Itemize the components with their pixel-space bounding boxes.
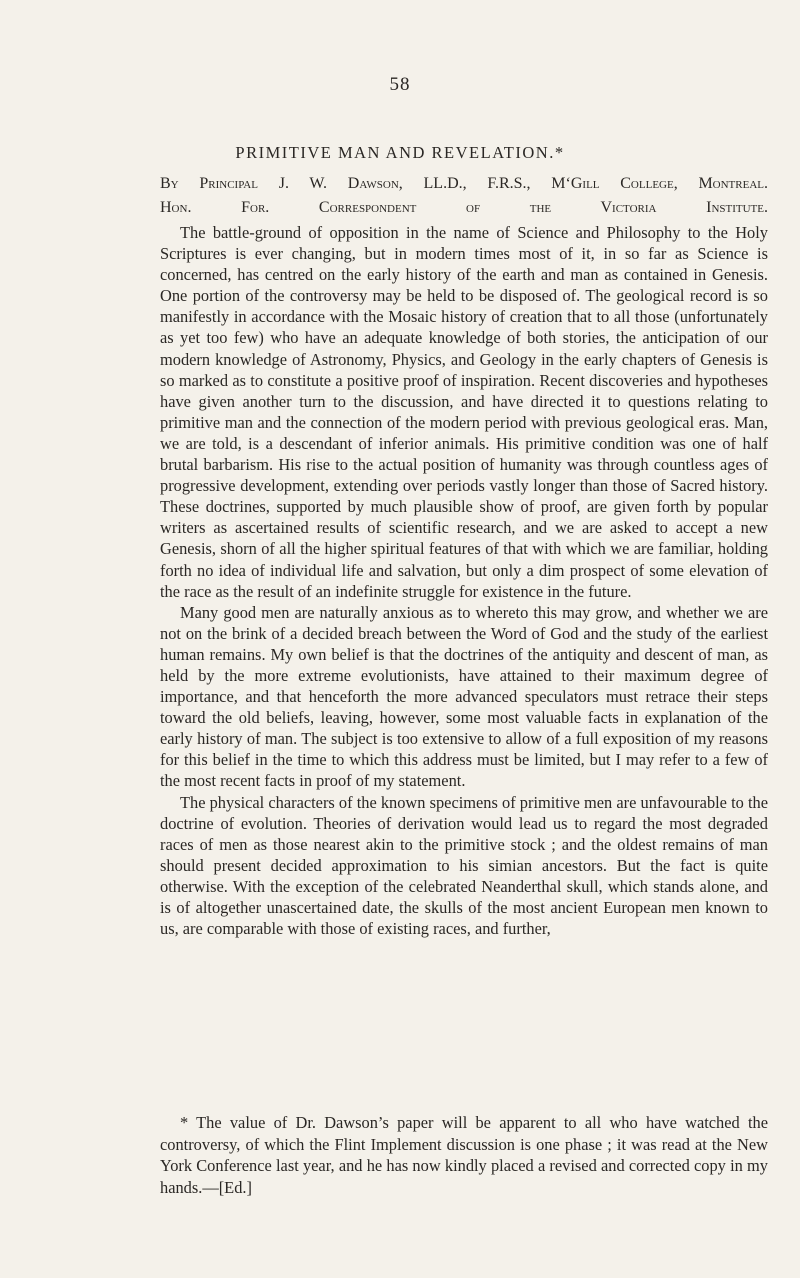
paragraph-1: The battle-ground of opposition in the name of Science and Philosophy to the Holy Scriptures is ever changing, but in modern times most of it, in so far as Science is concerned, has centred on the early history of the earth and man as contained in Genesis. One portion of the controversy may be held to be disposed of. The geological record is so manifestly in accordance with the Mosaic history of creation that to all those (unfortunately as yet too few) who have an adequate knowledge of both stories, the anticipation of our modern knowledge of Astronomy, Physics, and Geology in the early chapters of Genesis is so marked as to constitute a positive proof of inspiration. Recent discoveries and hypotheses have given another turn to the discussion, and have directed it to questions relating to primitive man and the connection of the modern period with previous geological eras. Man, we are told, is a descendant of inferior animals. His primitive condition was one of half brutal barbarism. His rise to the actual position of humanity was through countless ages of progressive development, extending over periods vastly longer than those of Sacred history. These doctrines, supported by much plausible show of proof, are given forth by popular writers as ascertained results of scientific research, and we are asked to accept a new Genesis, shorn of all the higher spiritual features of that with which we are familiar, holding forth no idea of individual life and salvation, but only a dim prospect of some elevation of the race as the result of an indefinite struggle for existence in the future. <box>160 223 768 601</box>
footnote-text: * The value of Dr. Dawson’s paper will be apparent to all who have watched the controversy, of which the Flint Implement discussion is one phase ; it was read at the New York Conference last year, and he has now kindly placed a revised and corrected copy in my hands.—[Ed.] <box>160 1113 768 1197</box>
paragraph-3: The physical characters of the known specimens of primitive men are unfavourable to the doctrine of evolution. Theories of derivation would lead us to regard the most degraded races of men as those nearest akin to the primitive stock ; and the oldest remains of man should present decided approximation to his simian ancestors. But the fact is quite otherwise. With the exception of the celebrated Neanderthal skull, which stands alone, and is of altogether unascertained date, the skulls of the most ancient European men known to us, are comparable with those of existing races, and further, <box>160 792 768 939</box>
page-number: 58 <box>389 74 411 95</box>
footnote <box>160 1112 768 1198</box>
paragraph-2: Many good men are naturally anxious as to whereto this may grow, and whether we are not on the brink of a decided breach between the Word of God and the study of the earliest human remains. My own belief is that the doctrines of the antiquity and descent of man, as held by the more extreme evolutionists, have attained to their maximum degree of importance, and that henceforth the more advanced speculators must retrace their steps toward the old beliefs, leaving, however, some most valuable facts in explanation of the early history of man. The subject is too extensive to allow of a full exposition of my reasons for this belief in the time to which this address must be limited, but I may refer to a few of the most recent facts in proof of my statement. <box>160 602 768 791</box>
author-affiliation: Hon. For. Correspondent of the Victoria Institute. <box>160 199 768 216</box>
author-byline: By Principal J. W. Dawson, LL.D., F.R.S., M‘Gill College, Montreal. <box>160 175 768 192</box>
article-body <box>160 222 768 939</box>
article-title: PRIMITIVE MAN AND REVELATION.* <box>235 143 565 162</box>
